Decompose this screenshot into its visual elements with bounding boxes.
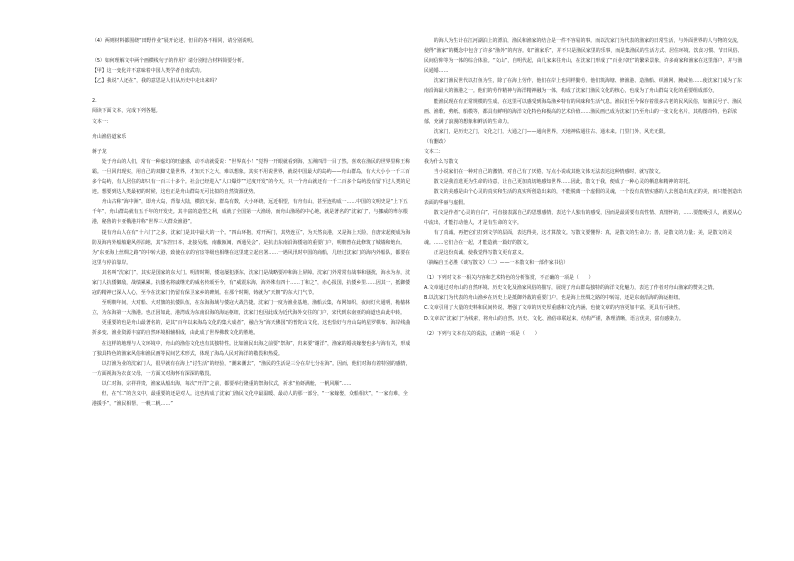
question-1-option-a: A.文章通过对舟山的自然环境、历史文化及渔家风俗的描写，展现了舟山群岛独特的海洋文化魅力，表达了作者对舟山渔家的赞美之情。 xyxy=(424,285,718,292)
question-2: （2）下列与文本有关的说法，正确的一项是（ ） xyxy=(424,330,540,337)
paragraph: 当小说家们在一种对自己的激情，对自己有了厌倦，写点小说或其他文体无法表达这种情感时，就写散文。 xyxy=(433,169,664,176)
paragraph: 的海人为生计在江河湖泊上的漂泊，渔民和渔家的结合是一件不容易的事。而以沈家门为代表的渔家的日常生活，与外面世界的人与物的交流，使得“渔家”的概念中包含了许多“渔外”的内容。如“渔家乐”，并不只是渔民家里的乐事，而是集渔民的生活方式、居住环境、饮食习惯、节日风俗、民间信仰等为一体的综合体验。“文山”，自明代起，由几家来往舟山，在沈家门形成了“百业兴旺”的繁荣景象，许多商家和渔家在这里落户，并与渔民通婚…… xyxy=(424,38,743,75)
paragraph: 散文的美感是由个心灵的真实和生活的真实所创造出来的，不能脱离一个虚假的灵魂，一个没有真情实感的人去创造出真正的美，而只能创造出表面的华丽与虚假。 xyxy=(424,189,742,206)
instruction: 阅读下面文本，完成下列各题。 xyxy=(92,108,161,115)
paragraph: 以打渔为业的沈家门人，很早就有在海上“讨生活”的经验，“潮来潮去”，“渔民的生活是三分在岸七分在海”。因而，他们对海有着特别的感情，一方面视海为衣食父母，一方面又对海怀有深深的敬畏。 xyxy=(92,360,411,377)
question-5: （5）如何理解文中两个画横线句子的作用？请分别结合材料简要分析。 xyxy=(92,58,247,65)
paragraph: 但，在“仁”的含义中，最重要的还是对人。这也构成了沈家门渔民文化中最温暖、最动人的那一部分，“一家嫁娶，众船相庆”，“一家有难，全港援手”，“渔民相帮，一帆二帆……” xyxy=(92,391,408,408)
paragraph: 沈家门，是历史之门，文化之门，大通之门——通向世界，天地神佑通往古、通未来。门里门外，风光无限。 xyxy=(433,128,669,135)
paragraph: 散文是我首选更为生命的诗意，让自己更加真切地感知世界……因此，散文于我，便成了一种心灵的栖息和精神的寄托。 xyxy=(433,179,694,186)
question-1-option-d: D.文章以“沈家门”为线索，将舟山的自然、历史、文化、渔俗串联起来，结构严谨，条理清晰，语言优美，富有感染力。 xyxy=(424,315,684,322)
question-number: 2. xyxy=(92,98,97,105)
question-5-option-b: 【乙】我说“人还在”，我的意思是人们从历史中走出来吗？ xyxy=(92,78,220,85)
paragraph: 以仁对海，宗祥祥贵，渔家从船出海，每次“开洋”之前，都要举行隆重的祭海仪式，祈求“鱼虾满舱，一帆风顺”…… xyxy=(101,380,352,387)
paragraph: 正是这份真诚，使我觉得写散文更有意义。 xyxy=(433,249,527,256)
paragraph: 舟山古称“海中洲”，即舟大岛，背靠大陆，横滨无际，群岛有数，大小环绕，远近相望，有舟有山，甚至连构成一……中国的文明史是“上下五千年”，舟山群岛就有五千年的开发史。其丰富的造型之利，成就了全国第一大渔场，而舟山渔场的中心地，就是著名的“沈家门”，与挪威的卑尔根港，秘鲁的卡亚俄港并称“世界三大群众渔港”。 xyxy=(92,199,408,226)
paragraph: 有了真诚，再把它们打到文学的层面，表达得美，这才算散文。写散文要懂得：真，是散文的生命力；善，是散文的力量；美，是散文的灵魂。……它们合在一起，才能造就一篇好的散文。 xyxy=(424,229,733,246)
question-4: （4）两则材料都围绕“田野作业”展开论述，但目的各不相同，请分别说明。 xyxy=(92,38,257,44)
paragraph: 在这样的地理与人文环境中，舟山的渔俗文化也有其独特性。比如渔民出海之前要“祭海”，归来要“谢洋”，渔家的婚丧嫁娶也多与海有关，形成了独具特色的渔家风俗和渔民画等民间艺术形式，体现了海岛人民对海洋的敬畏和热爱。 xyxy=(92,340,411,357)
right-column xyxy=(424,36,746,339)
question-1: （1）下列对文本一相关内容和艺术特色的分析鉴赏，不正确的一项是（ ） xyxy=(424,275,594,282)
paragraph: 其名叫“沈家门”，其实是国家的东大门。明清时期，倭寇屡犯浙东，沈家门是战略要冲和海上屏障。沈家门外常常有战事和骚扰，海水为赤，沈家门人抗倭御敌，战绩累累。抗倭名将戚继光的威名传颂至今，有“威震东海，海外殊有四十……丁和之”，赤心报国，抗倭乡里……因其一，抵御倭寇的精神已深入人心，至今在沈家门仍留有保卫家乡的碑刻。在那个时期，铸就为“天朝”的东大门气节。 xyxy=(92,269,411,297)
paragraph: 至明朝年间，大对船、大对旗的抗倭队伍，在东海海域与倭寇大战告捷。沈家门一度为渔业基地，渔船云集，布网如织，夜间灯火通明，桅樯林立，为东海第一大渔港。也正因如此，港湾成为东南沿海的海运枢纽，沈家门也因此成为近代海外交往的门户，宋代到东南亚的商道也由此中转。 xyxy=(92,300,410,317)
text1-author: 蒋子龙 xyxy=(92,148,107,155)
paragraph: 提有舟山人在有“十六门”之多，沈家门是其中最大的一个。“四山环抱，对开两门，其势连亘”，为天然良港，又是海上天险，自唐宋起便成为海防及海内外船舶避风停泊地，其“东控日本，北接吴淞，南蔽瓯闽，西通吴会”，是抗击东南沿海倭寇的重要门户，明朝曾在此修筑了城墙和炮台。为“东亚海上丝绸之路”的中转大港，致使在京的官宦等级也相继在这里建立起官署……一遇风汛时中国的商船，几经过沈家门的海内外船队，都要在这里与停泊靠岸。 xyxy=(92,229,411,266)
question-1-option-c: C.文章引用了大量的史料和民间传说，增强了文章的历史厚重感和文化内涵，也使文章的内容更加丰富，更具有可读性。 xyxy=(424,305,684,312)
paragraph: 沈家门渔民世代以打鱼为生，除了在海上劳作，他们在岸上也同样勤劳，他们筑海塘、修渔港、造渔船、织渔网、腌咸鱼……使沈家门成为了东南沿海最大的渔港之一。他们的劳作精神与海洋精神融为一体，构成了沈家门渔民文化的核心，也成为了舟山群岛文化的重要组成部分。 xyxy=(424,78,742,95)
left-column xyxy=(92,36,412,409)
paragraph: 更重要的也是舟山最著名的，是其“百年以来海岛文化的集大成者”，融合为“海天佛国”的普陀山文化，这也恰好与舟山岛屿星罗棋布、海岸线曲折多变、渔业资源丰富的自然环境相辅相成，由此成了世界佛教文化的胜地。 xyxy=(92,320,411,337)
source-note: （摘编自王必胜《谈写散文》（二）——一本散文和一部作家书信） xyxy=(424,260,569,267)
source-note: （有删改） xyxy=(424,138,449,145)
paragraph: 散文是作者“心灵的自白”，可直接表露自己的思想感情，表达个人独有的感受，因而是最需要有真性情、真情怀的，……要能吸引人，就要从心中流出，才能打动他人，才是有生命的文字。 xyxy=(424,209,743,226)
text2-title: 我为什么写散文 xyxy=(424,159,459,166)
paragraph: 处于舟山的人们，常有一种虚幻的旺盛感，动不动就爱说：“世界真小！”觉得一开眼就看到海，五洲四洋一目了然。喜欢在渔民的世界里称王称霸。一旦回归现实，用自己的双脚丈量世界，才知天下之大，难以想象。其实不用说世界，就说中国最大的岛屿——舟山群岛，有大大小小一千三百多个岛屿，有人居住的却只有一百三十多个。社会已经进入“人口爆炸”“过度开发”的今天，只一个舟山就还有一千二百多个岛屿没有留下过人类的足迹。想要到达人类最初的时候，这也正是舟山群岛无可比拟的自然资源优势。 xyxy=(92,158,411,196)
text2-label: 文本二： xyxy=(424,149,444,156)
question-1-option-b: B.以沈家门为代表的舟山渔乡在历史上是抵御外敌的重要门户，也是海上丝绸之路的中转站，还是东南沿海的海运枢纽。 xyxy=(424,295,684,302)
text1-label: 文本一： xyxy=(92,118,112,125)
question-5-option-a: 【甲】这一变化并不意味着中国人类学者自废武功。 xyxy=(92,68,205,75)
text1-title: 舟山渔俗道家乐 xyxy=(92,133,127,140)
paragraph: 能渔民现在有正常规模的生成，在这里可以感受到海岛渔乡特有的风味和生活气息。渔民们至今保存着很多古老的民风民俗，如渔民号子、渔民画、渔歌、剪纸、船模等，都具有鲜明的海洋文化特色和极高的艺术价值……渔民画已成为沈家门乃至舟山的一张文化名片，其构图奇特，色彩浓郁，充满了浪漫的想象和鲜活的生命力。 xyxy=(424,98,742,125)
